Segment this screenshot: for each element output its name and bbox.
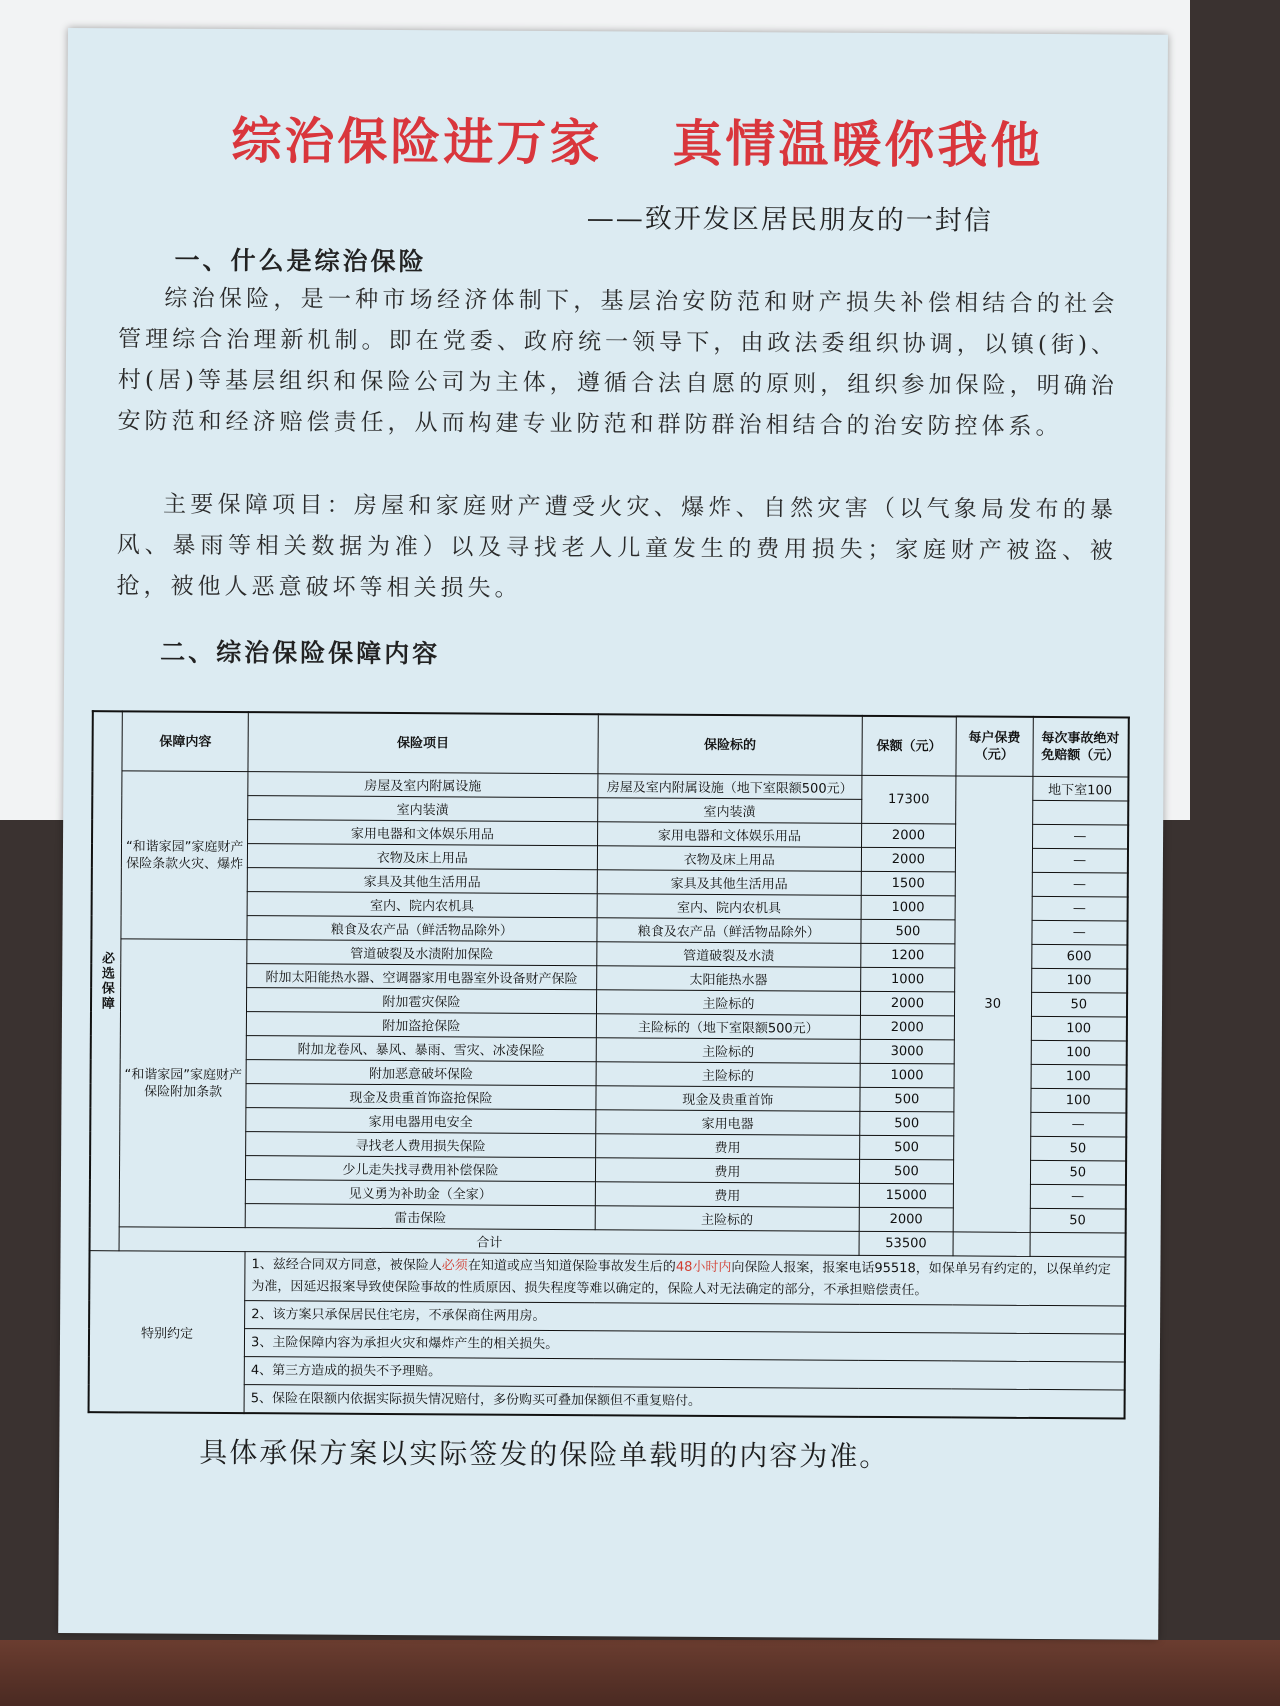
coverage-table (88, 710, 1130, 1419)
special-terms-row (89, 1251, 1125, 1306)
row-object: 室内、院内农机具 (597, 894, 861, 920)
row-item: 衣物及床上用品 (247, 844, 597, 870)
row-deductible: — (1031, 920, 1127, 945)
row-deductible: 100 (1030, 1088, 1126, 1113)
row-deductible: — (1030, 1184, 1126, 1209)
row-object: 现金及贵重首饰 (596, 1086, 860, 1112)
row-object: 主险标的 (596, 1038, 860, 1064)
term-1-emphasis-must: 必须 (441, 1258, 468, 1274)
footer-note: 具体承保方案以实际签发的保险单载明的内容为准。 (199, 1435, 890, 1474)
row-object: 房屋及室内附属设施（地下室限额500元） (597, 774, 861, 800)
row-amount: 1000 (861, 895, 955, 920)
term-1-text-c: 向保险人报案，报案电话95518，如保单另有约定的，以保单约定为准，因延迟报案导致使保险事故的性质原因、损失程度等难以确定的，保险人对无法确定的部分，不承担赔偿责任。 (251, 1260, 1111, 1299)
row-object: 费用 (595, 1182, 859, 1208)
row-object: 主险标的（地下室限额500元） (596, 1014, 860, 1040)
row-item: 附加太阳能热水器、空调器家用电器室外设备财产保险 (247, 964, 597, 990)
row-amount: 2000 (862, 823, 956, 848)
row-item: 附加雹灾保险 (247, 988, 597, 1014)
header-insured-item: 保险项目 (248, 712, 598, 774)
row-amount: 500 (859, 1159, 953, 1184)
special-term-4: 4、第三方造成的损失不予理赔。 (244, 1357, 1125, 1390)
section-1-paragraph-1: 综治保险，是一种市场经济体制下，基层治安防范和财产损失补偿相结合的社会管理综合治理新机制。即在党委、政府统一领导下，由政法委组织协调，以镇(街)、村(居)等基层组织和保险公司为主体，遵循合法自愿的原则，组织参加保险，明确治安防范和经济赔偿责任，从而构建专业防范和群防群治相结合的治安防控体系。 (117, 285, 1119, 441)
row-amount: 1000 (860, 1063, 954, 1088)
headline-left: 综治保险进万家 (231, 111, 603, 173)
row-deductible: 50 (1030, 1160, 1126, 1185)
row-amount: 2000 (860, 991, 954, 1016)
section-1-paragraph-2: 主要保障项目：房屋和家庭财产遭受火灾、爆炸、自然灾害（以气象局发布的暴风、暴雨等相关数据为准）以及寻找老人儿童发生的费用损失；家庭财产被盗、被抢，被他人恶意破坏等相关损失。 (116, 491, 1118, 602)
subheading: ——致开发区居民朋友的一封信 (586, 203, 993, 237)
row-amount: 15000 (859, 1183, 953, 1208)
row-item: 附加恶意破坏保险 (246, 1060, 596, 1086)
group-2-label: “和谐家园”家庭财产保险附加条款 (120, 939, 248, 1228)
row-item: 管道破裂及水渍附加保险 (247, 940, 597, 966)
row-item: 家具及其他生活用品 (247, 868, 597, 894)
row-deductible: — (1032, 824, 1128, 849)
special-term-1 (245, 1252, 1126, 1306)
row-deductible: 100 (1031, 1016, 1127, 1041)
row-object: 费用 (595, 1158, 859, 1184)
row-item: 附加龙卷风、暴风、暴雨、雪灾、冰凌保险 (246, 1036, 596, 1062)
premium-cell: 30 (953, 776, 1033, 1232)
total-deductible-empty (1030, 1232, 1126, 1257)
row-item: 室内装潢 (248, 796, 598, 822)
header-premium: 每户保费（元） (956, 716, 1033, 776)
table-surface (0, 1640, 1280, 1706)
header-insured-object: 保险标的 (598, 714, 863, 775)
row-amount: 17300 (862, 775, 956, 824)
row-amount: 500 (861, 919, 955, 944)
row-deductible: 600 (1031, 944, 1127, 969)
row-item: 现金及贵重首饰盗抢保险 (246, 1084, 596, 1110)
row-deductible: 50 (1031, 992, 1127, 1017)
row-object: 家具及其他生活用品 (597, 870, 861, 896)
term-1-text-b: 在知道或应当知道保险事故发生后的 (467, 1258, 676, 1275)
row-deductible: — (1030, 1112, 1126, 1137)
row-deductible: 100 (1031, 968, 1127, 993)
row-amount: 2000 (859, 1207, 953, 1232)
special-term-5: 5、保险在限额内依据实际损失情况赔付，多份购买可叠加保额但不重复赔付。 (244, 1385, 1125, 1419)
row-object: 太阳能热水器 (596, 966, 860, 992)
row-deductible: 100 (1031, 1040, 1127, 1065)
row-amount: 2000 (860, 1015, 954, 1040)
row-object: 管道破裂及水渍 (596, 942, 860, 968)
row-item: 少儿走失找寻费用补偿保险 (246, 1156, 596, 1182)
row-deductible: — (1032, 896, 1128, 921)
total-label: 合计 (119, 1227, 859, 1256)
table-header-row (92, 711, 1128, 777)
row-deductible: 100 (1031, 1064, 1127, 1089)
row-item: 家用电器用电安全 (246, 1108, 596, 1134)
row-deductible (1032, 800, 1128, 825)
row-deductible: 地下室100 (1032, 776, 1128, 801)
letter-sheet (58, 28, 1168, 1640)
term-1-emphasis-48h: 48小时内 (675, 1259, 732, 1276)
total-amount: 53500 (859, 1231, 953, 1256)
row-object: 主险标的 (596, 990, 860, 1016)
special-terms-label: 特别约定 (89, 1251, 246, 1413)
row-item: 房屋及室内附属设施 (248, 772, 598, 798)
row-object: 主险标的 (595, 1206, 859, 1232)
row-amount: 500 (860, 1111, 954, 1136)
row-deductible: — (1032, 872, 1128, 897)
row-item: 家用电器和文体娱乐用品 (248, 820, 598, 846)
row-item: 雷击保险 (245, 1204, 595, 1230)
row-object: 费用 (595, 1134, 859, 1160)
row-amount: 1000 (861, 967, 955, 992)
term-1-text-a: 1、兹经合同双方同意，被保险人 (251, 1257, 442, 1274)
row-amount: 1200 (861, 943, 955, 968)
row-deductible: 50 (1030, 1136, 1126, 1161)
header-amount: 保额（元） (862, 716, 956, 776)
section-1-title: 一、什么是综治保险 (174, 245, 427, 277)
row-amount: 500 (860, 1087, 954, 1112)
row-item: 粮食及农产品（鲜活物品除外） (247, 916, 597, 942)
header-coverage: 保障内容 (122, 711, 248, 771)
headline-right: 真情温暖你我他 (672, 113, 1044, 175)
required-coverage-label: 必选保障 (90, 711, 123, 1251)
row-item: 附加盗抢保险 (246, 1012, 596, 1038)
row-object: 衣物及床上用品 (597, 846, 861, 872)
row-amount: 500 (860, 1135, 954, 1160)
row-amount: 1500 (861, 871, 955, 896)
row-item: 室内、院内农机具 (247, 892, 597, 918)
row-deductible: 50 (1030, 1208, 1126, 1233)
special-term-3: 3、主险保障内容为承担火灾和爆炸产生的相关损失。 (244, 1329, 1125, 1362)
row-amount: 2000 (861, 847, 955, 872)
row-object: 家用电器 (595, 1110, 859, 1136)
row-item: 寻找老人费用损失保险 (246, 1132, 596, 1158)
header-deductible: 每次事故绝对免赔额（元） (1032, 717, 1128, 777)
special-terms-row (89, 1384, 1125, 1419)
row-object: 室内装潢 (597, 798, 861, 824)
row-object: 粮食及农产品（鲜活物品除外） (597, 918, 861, 944)
row-deductible: — (1032, 848, 1128, 873)
total-premium-empty (953, 1232, 1030, 1256)
row-item: 见义勇为补助金（全家） (245, 1180, 595, 1206)
row-amount: 3000 (860, 1039, 954, 1064)
special-term-2: 2、该方案只承保居民住宅房，不承保商住两用房。 (245, 1301, 1126, 1334)
group-1-label: “和谐家园”家庭财产保险条款火灾、爆炸 (121, 771, 248, 940)
row-object: 家用电器和文体娱乐用品 (597, 822, 861, 848)
headline (167, 101, 1107, 179)
row-object: 主险标的 (596, 1062, 860, 1088)
section-2-title: 二、综治保险保障内容 (160, 637, 441, 669)
